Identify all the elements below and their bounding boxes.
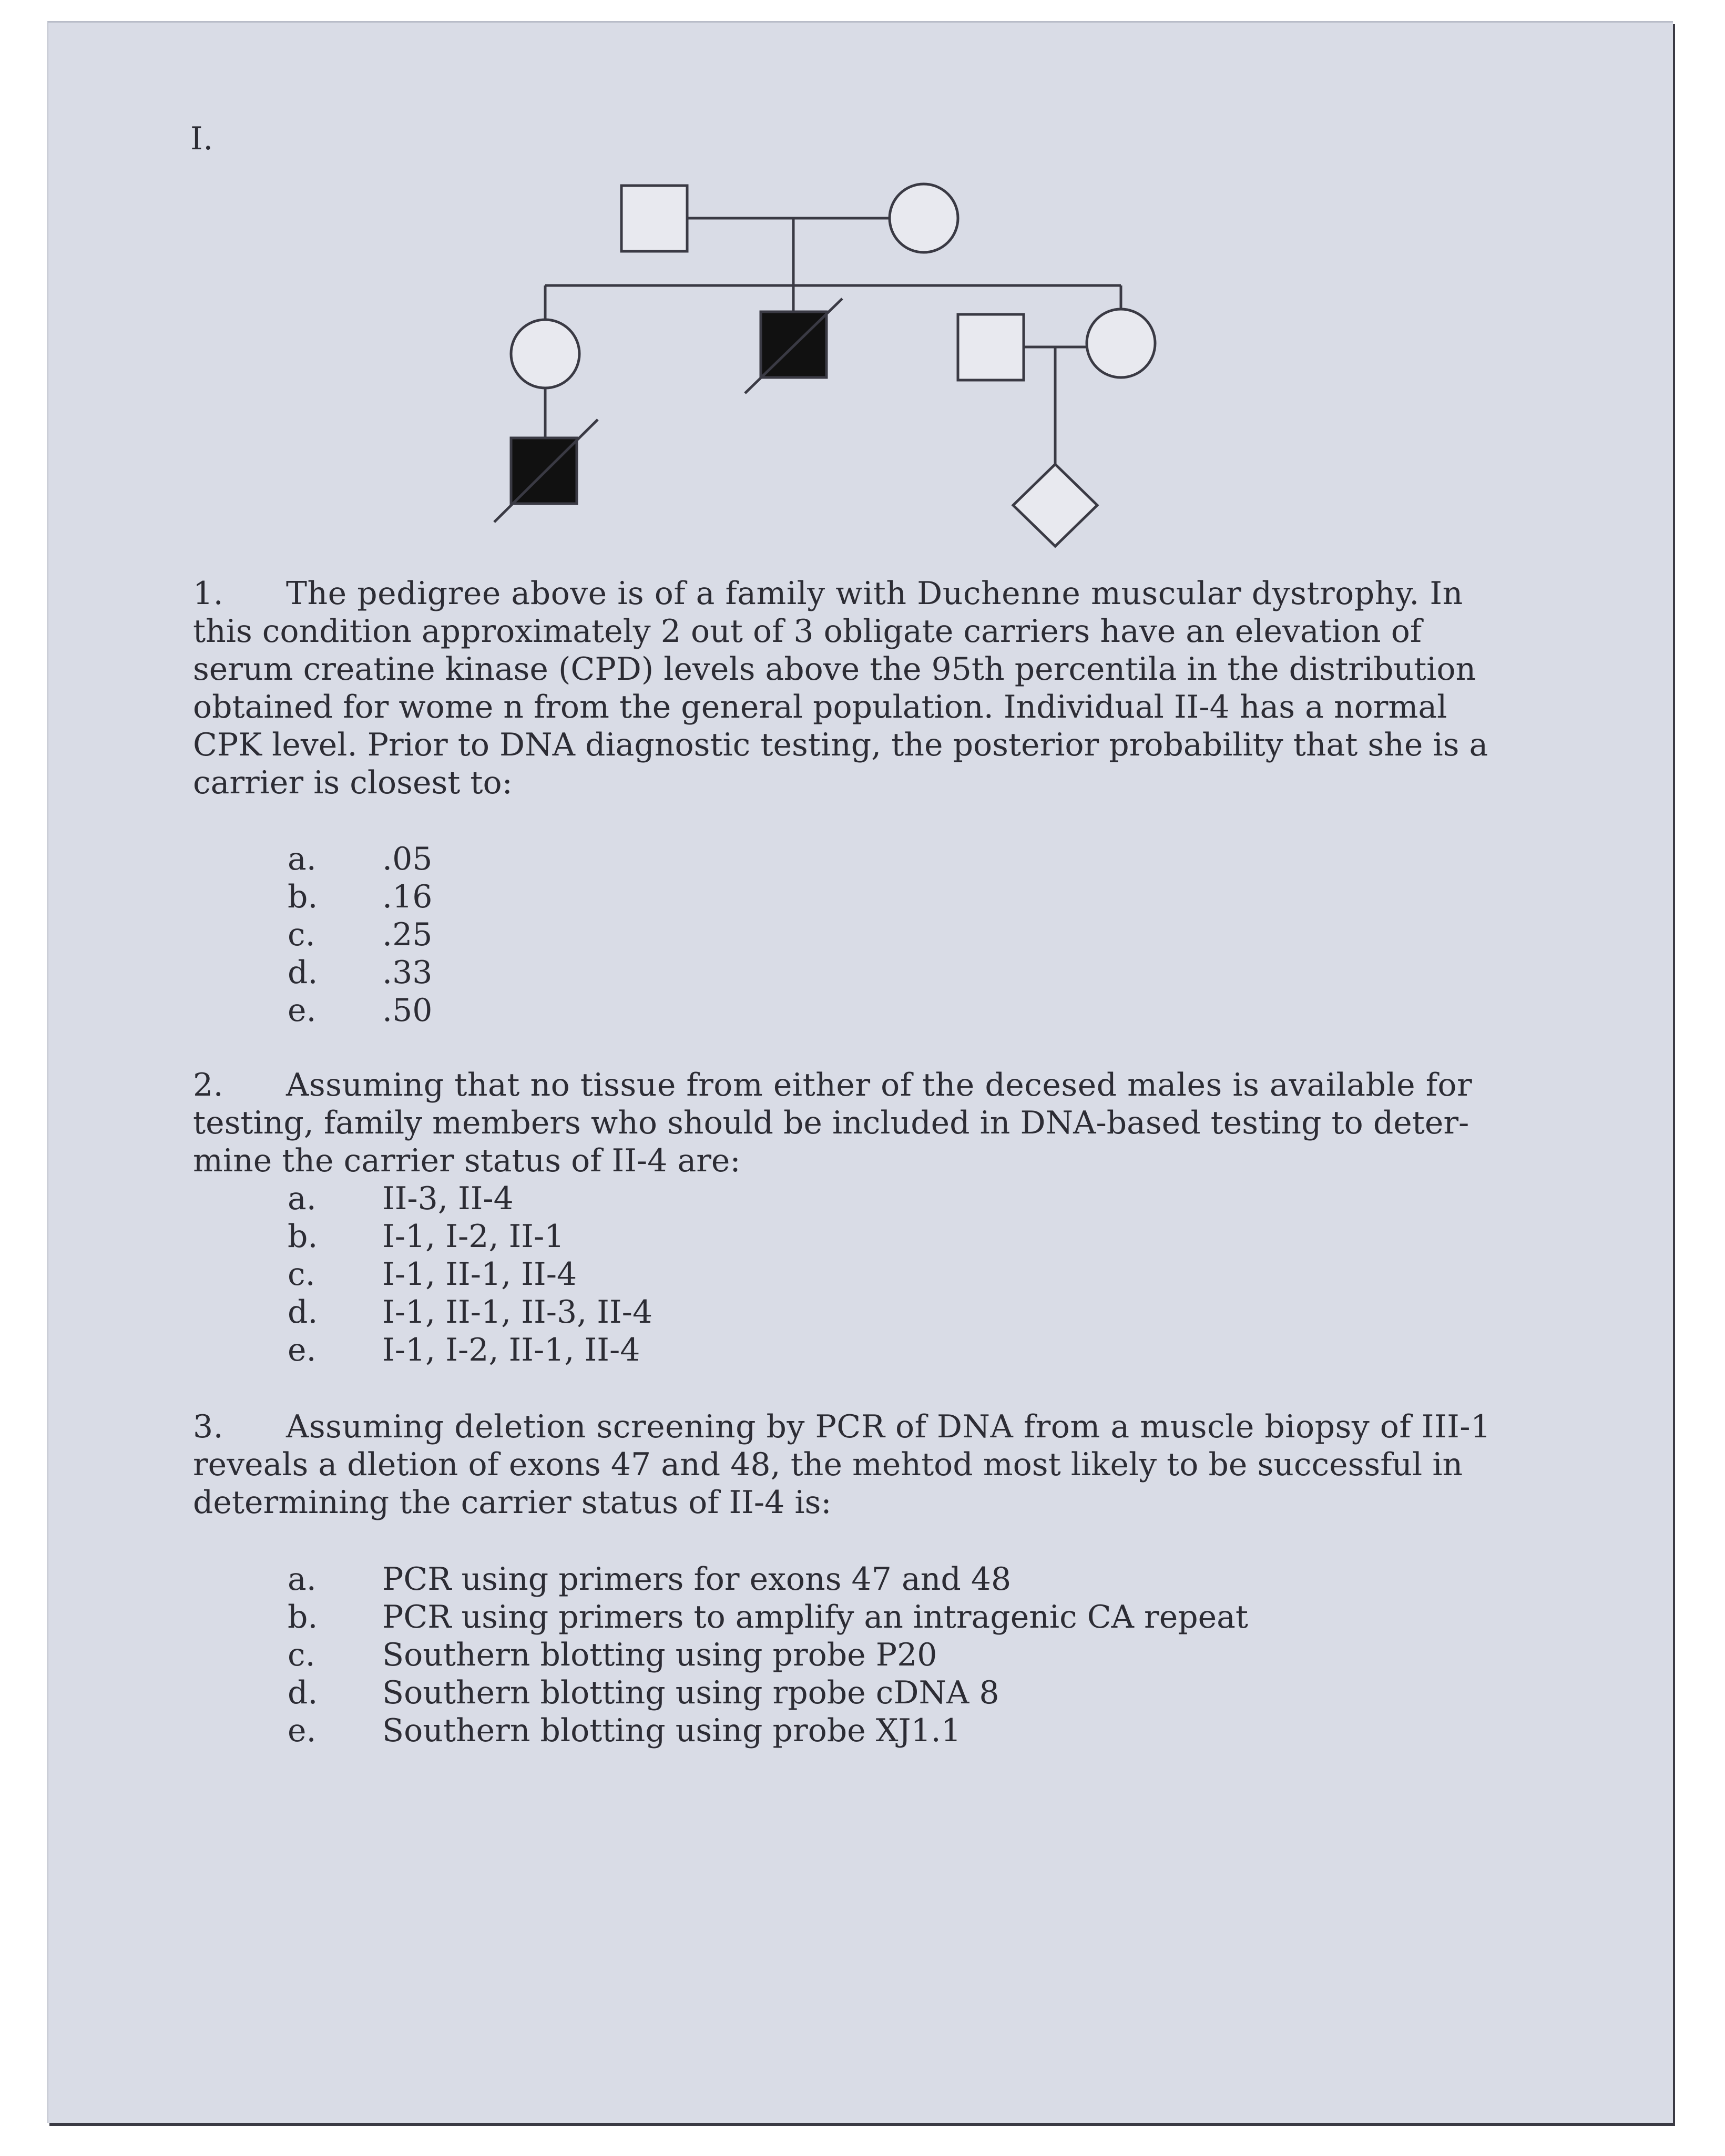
option-letter: a. bbox=[288, 1561, 317, 1598]
pedigree-diagram bbox=[48, 23, 1673, 580]
option-letter: d. bbox=[288, 1674, 318, 1711]
option-letter: b. bbox=[288, 1599, 318, 1636]
option-letter: c. bbox=[288, 1256, 315, 1293]
option-text: Southern blotting using probe P20 bbox=[382, 1637, 937, 1673]
question-1-line-2: this condition approximately 2 out of 3 obligate carriers have an elevation of bbox=[193, 613, 1422, 650]
question-2-line-2: testing, family members who should be included in DNA-based testing to deter- bbox=[193, 1105, 1469, 1141]
option-text: I-1, I-2, II-1 bbox=[382, 1218, 565, 1255]
question-2-line-3: mine the carrier status of II-4 are: bbox=[193, 1142, 741, 1179]
pedigree-female-I-2 bbox=[890, 184, 958, 252]
option-text: Southern blotting using probe XJ1.1 bbox=[382, 1712, 961, 1749]
option-letter: a. bbox=[288, 841, 317, 877]
pedigree-female-II-1 bbox=[511, 320, 579, 388]
pedigree-male-II-3 bbox=[958, 314, 1024, 380]
option-letter: e. bbox=[288, 1332, 317, 1368]
option-text: I-1, II-1, II-4 bbox=[382, 1256, 577, 1293]
question-1-line-6: carrier is closest to: bbox=[193, 764, 513, 801]
option-letter: d. bbox=[288, 1294, 318, 1331]
option-text: Southern blotting using rpobe cDNA 8 bbox=[382, 1674, 999, 1711]
option-letter: e. bbox=[288, 1712, 317, 1749]
question-3-line-1: Assuming deletion screening by PCR of DNA from a muscle biopsy of III-1 bbox=[286, 1408, 1491, 1445]
option-letter: e. bbox=[288, 992, 317, 1029]
option-text: PCR using primers for exons 47 and 48 bbox=[382, 1561, 1012, 1598]
pedigree-male-I-1 bbox=[621, 186, 687, 251]
option-letter: c. bbox=[288, 1637, 315, 1673]
option-text: I-1, II-1, II-3, II-4 bbox=[382, 1294, 653, 1331]
option-text: PCR using primers to amplify an intragenic CA repeat bbox=[382, 1599, 1249, 1636]
option-letter: b. bbox=[288, 1218, 318, 1255]
question-1-number: 1. bbox=[193, 575, 224, 612]
option-letter: b. bbox=[288, 878, 318, 915]
option-letter: a. bbox=[288, 1180, 317, 1217]
question-1-line-5: CPK level. Prior to DNA diagnostic testing, the posterior probability that she is a bbox=[193, 727, 1488, 763]
question-2-line-1: Assuming that no tissue from either of the decesed males is available for bbox=[286, 1067, 1473, 1103]
option-text: .05 bbox=[382, 841, 433, 877]
question-3-number: 3. bbox=[193, 1408, 224, 1445]
question-1-line-4: obtained for wome n from the general population. Individual II-4 has a normal bbox=[193, 689, 1447, 726]
pedigree-unknown-sex-III-2 bbox=[1013, 464, 1097, 546]
pedigree-female-II-4 bbox=[1087, 309, 1155, 377]
question-3-line-2: reveals a dletion of exons 47 and 48, the mehtod most likely to be successful in bbox=[193, 1446, 1463, 1483]
question-2-number: 2. bbox=[193, 1067, 224, 1103]
option-text: .25 bbox=[382, 916, 433, 953]
option-letter: d. bbox=[288, 954, 318, 991]
question-3-line-3: determining the carrier status of II-4 is: bbox=[193, 1484, 832, 1521]
option-text: .50 bbox=[382, 992, 433, 1029]
option-text: .16 bbox=[382, 878, 433, 915]
question-1-line-1: The pedigree above is of a family with Duchenne muscular dystrophy. In bbox=[286, 575, 1463, 612]
document-page bbox=[47, 21, 1673, 2123]
question-1-line-3: serum creatine kinase (CPD) levels above the 95th percentila in the distribution bbox=[193, 651, 1476, 688]
option-letter: c. bbox=[288, 916, 315, 953]
option-text: II-3, II-4 bbox=[382, 1180, 514, 1217]
generation-label: I. bbox=[190, 120, 213, 157]
option-text: .33 bbox=[382, 954, 433, 991]
option-text: I-1, I-2, II-1, II-4 bbox=[382, 1332, 640, 1368]
